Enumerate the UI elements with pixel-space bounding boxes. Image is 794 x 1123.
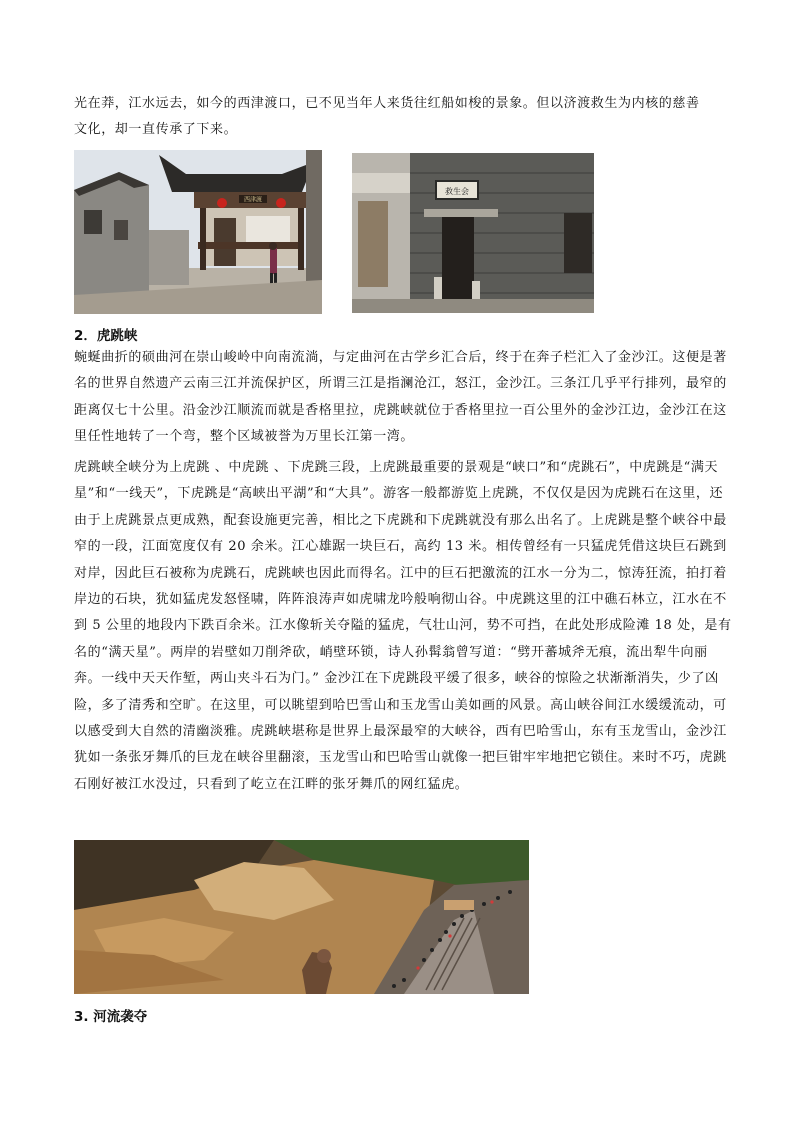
street-sign: 西津渡 bbox=[243, 196, 263, 204]
ancient-street-photo bbox=[74, 150, 322, 314]
section-2-paragraph-1: 蜿蜒曲折的硕曲河在崇山峻岭中向南流淌，与定曲河在古学乡汇合后，终于在奔子栏汇入了金沙江。这便是著名的世界自然遗产云南三江并流保护区，所谓三江是指澜沧江，怒江，金沙江。三条江几乎平行排列，最窄的距离仅七十公里。沿金沙江顺流而就是香格里拉，虎跳峡就位于香格里拉一百公里外的金沙江边，金沙江在这里任性地转了一个弯，整个区域被誉为万里长江第一湾。 bbox=[74, 350, 727, 445]
tiger-leaping-gorge-photo bbox=[74, 840, 529, 994]
gate-plaque: 救生会 bbox=[445, 187, 469, 196]
intro-paragraph bbox=[74, 91, 734, 144]
intro-line-2: 文化，却一直传承了下来。 bbox=[74, 122, 238, 138]
stone-gate-photo bbox=[352, 153, 594, 313]
section-2-heading: 2．虎跳峡 bbox=[74, 328, 138, 344]
intro-line-1: 光在莽，江水远去，如今的西津渡口，已不见当年人来货往红船如梭的景象。但以济渡救生为内核的慈善 bbox=[74, 96, 700, 111]
section-3-heading: 3. 河流袭夺 bbox=[74, 1009, 148, 1025]
section-2-paragraph-2: 虎跳峡全峡分为上虎跳 、中虎跳 、下虎跳三段，上虎跳最重要的景观是“峡口”和“虎跳石”，中虎跳是“满天星”和“一线天”，下虎跳是“高峡出平湖”和“大具”。游客一般都游览上虎跳，不仅仅是因为虎跳石在这里，还由于上虎跳景点更成熟，配套设施更完善，相比之下虎跳和下虎跳就没有那么出名了。上虎跳是整个峡谷中最窄的一段，江面宽度仅有 20 余米。江心雄踞一块巨石，高约 13 米。相传曾经有一只猛虎凭借这块巨石跳到对岸，因此巨石被称为虎跳石，虎跳峡也因此而得名。江中的巨石把激流的江水一分为二，惊涛狂流，拍打着岸边的石块，犹如猛虎发怒怪啸，阵阵浪涛声如虎啸龙吟般响彻山谷。中虎跳这里的江中礁石林立，江水在不到 5 公里的地段内下跌百余米。江水像斩关夺隘的猛虎，气壮山河，势不可挡，在此处形成险滩 18 处，是有名的“满天星”。两岸的岩壁如刀削斧砍，峭壁环锁，诗人孙髯翁曾写道：“劈开蕃城斧无痕，流出犁牛向丽奔。一线中天天作堑，两山夹斗石为门。” 金沙江在下虎跳段平缓了很多，峡谷的惊险之状渐渐消失，少了凶险，多了清秀和空旷。在这里，可以眺望到哈巴雪山和玉龙雪山美如画的风景。高山峡谷间江水缓缓流动，可以感受到大自然的清幽淡雅。虎跳峡堪称是世界上最深最窄的大峡谷，西有巴哈雪山，东有玉龙雪山，金沙江犹如一条张牙舞爪的巨龙在峡谷里翻滚，玉龙雪山和巴哈雪山就像一把巨钳牢牢地把它锁住。来时不巧，虎跳石刚好被江水没过，只看到了屹立在江畔的张牙舞爪的网红猛虎。 bbox=[74, 460, 732, 792]
